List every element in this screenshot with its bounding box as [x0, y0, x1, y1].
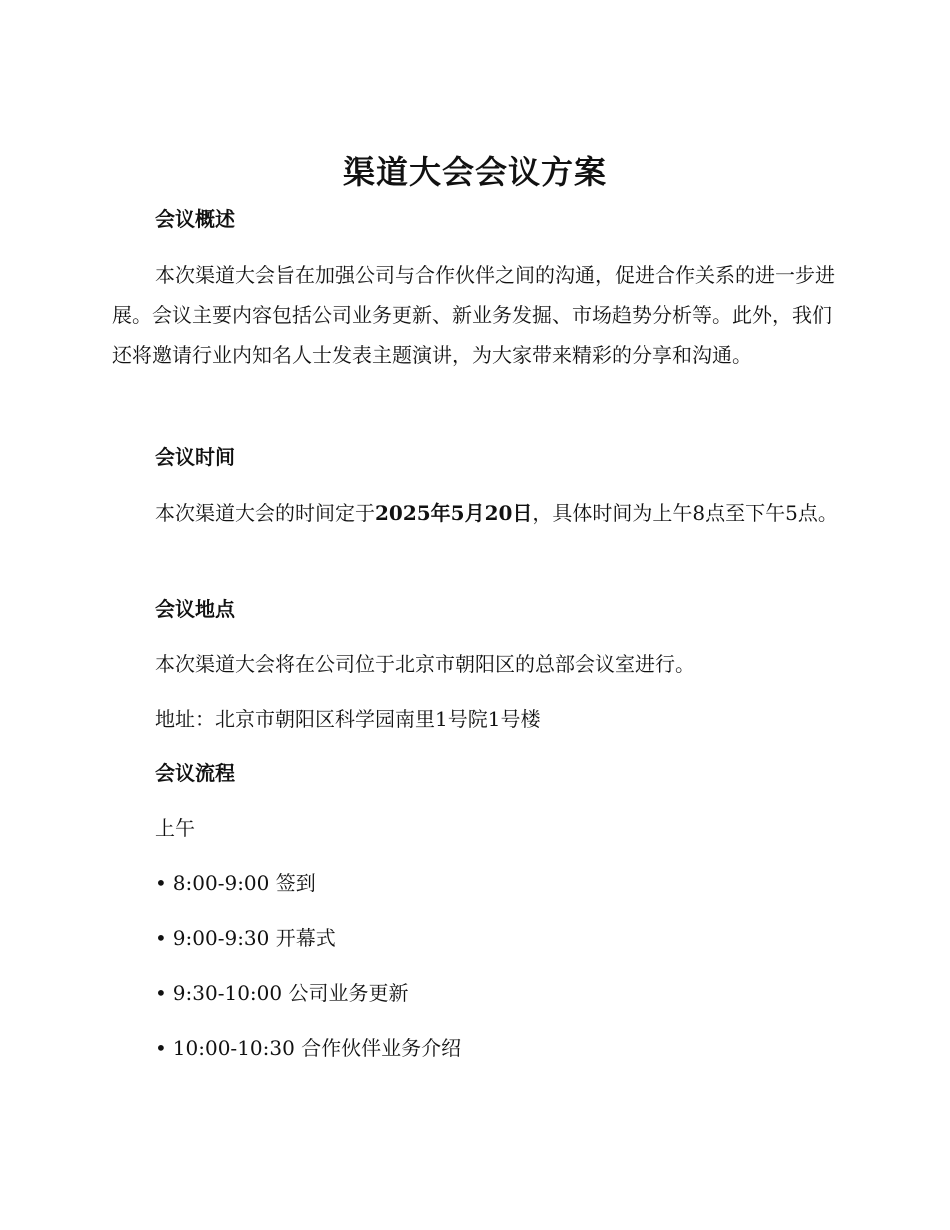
agenda-item-text: 8:00-9:00 签到	[172, 871, 316, 895]
overview-paragraph: 本次渠道大会旨在加强公司与合作伙伴之间的沟通，促进合作关系的进一步进展。会议主要内容包括公司业务更新、新业务发掘、市场趋势分析等。此外，我们还将邀请行业内知名人士发表主题演讲，为大家带来精彩的分享和沟通。	[112, 263, 835, 367]
bullet-icon: •	[155, 871, 167, 895]
agenda-item	[155, 869, 316, 897]
time-paragraph	[112, 493, 838, 533]
meeting-date: 2025年5月20日	[375, 501, 533, 525]
agenda-item-text: 9:00-9:30 开幕式	[172, 926, 336, 950]
agenda-item	[155, 979, 408, 1007]
agenda-morning-label: 上午	[155, 816, 195, 840]
section-heading-agenda: 会议流程	[155, 761, 235, 785]
location-paragraph: 本次渠道大会将在公司位于北京市朝阳区的总部会议室进行。	[155, 652, 695, 676]
bullet-icon: •	[155, 981, 167, 1005]
section-heading-location: 会议地点	[155, 597, 235, 621]
agenda-item	[155, 1034, 461, 1062]
document-title: 渠道大会会议方案	[342, 153, 607, 191]
time-prefix: 本次渠道大会的时间定于	[155, 501, 375, 525]
agenda-item	[155, 924, 336, 952]
section-heading-time: 会议时间	[155, 445, 235, 469]
bullet-icon: •	[155, 1036, 167, 1060]
bullet-icon: •	[155, 926, 167, 950]
agenda-item-text: 10:00-10:30 合作伙伴业务介绍	[172, 1036, 462, 1060]
section-heading-overview: 会议概述	[155, 207, 235, 231]
location-address: 地址：北京市朝阳区科学园南里1号院1号楼	[155, 707, 541, 731]
agenda-item-text: 9:30-10:00 公司业务更新	[172, 981, 409, 1005]
time-suffix: ，具体时间为上午8点至下午5点。	[532, 501, 838, 525]
